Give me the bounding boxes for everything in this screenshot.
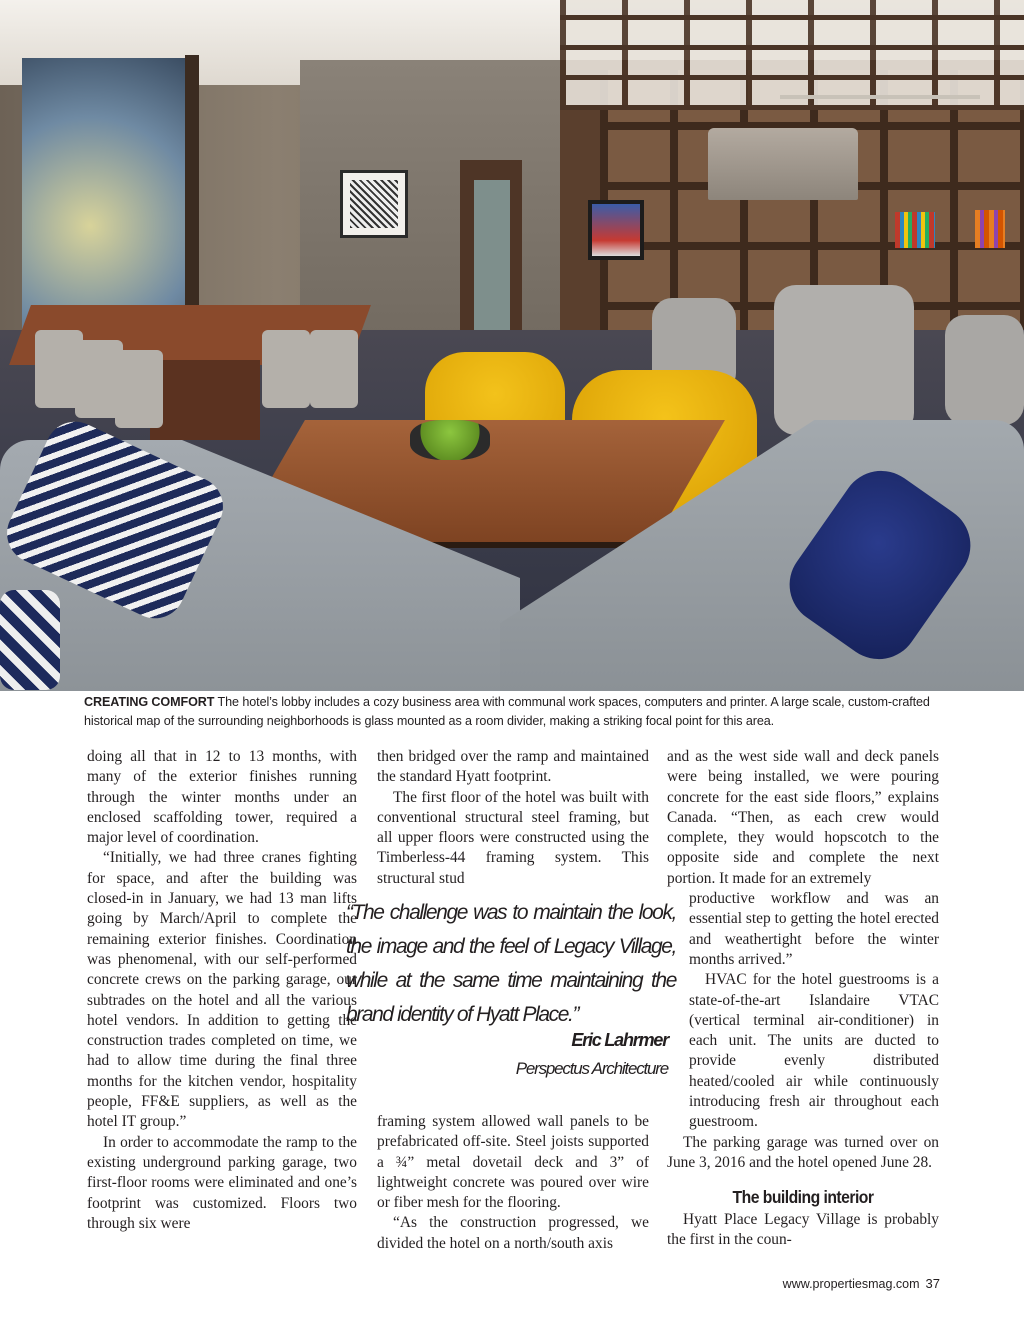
bookshelf-books-2 (975, 210, 1005, 248)
quote-attribution-name: Eric Lahrmer (571, 1030, 668, 1050)
dining-chair (262, 330, 310, 408)
section-subhead: The building interior (732, 1187, 874, 1208)
text-column-3 (667, 747, 939, 1250)
paragraph: then bridged over the ramp and maintained the standard Hyatt footprint. (377, 748, 649, 786)
pull-quote: “The challenge was to maintain the look, the image and the feel of Legacy Village, while at the same time maintaining the brand identity of Hyatt Place.” (346, 901, 676, 1026)
ceiling-grid (560, 0, 1024, 110)
paragraph: and as the west side wall and deck panels were being installed, we were pouring concrete for the east side floors,” explains Canada. “Then, as each crew would complete, they would hopscotch to the opposite side and complete the next portion. It made for an extremely (667, 748, 939, 887)
grey-armchair (945, 315, 1024, 425)
dining-chair (115, 350, 163, 428)
website-url: www.propertiesmag.com (782, 1277, 920, 1291)
communal-table-base (150, 360, 260, 440)
photo-caption (84, 693, 944, 731)
paragraph: framing system allowed wall panels to be prefabricated off-site. Steel joists supported a ¾” metal dovetail deck and 3” of lightweight concrete was poured over wire or fiber mesh for the flooring. (377, 1113, 649, 1212)
text-column-2-bottom (377, 1112, 649, 1254)
fruit-bowl (410, 420, 490, 460)
paragraph: doing all that in 12 to 13 months, with many of the exterior finishes running through the winter months under an enclosed scaffolding tower, required a major level of coordination. (87, 748, 357, 847)
bookshelf-books (895, 212, 935, 248)
text-column-2-top (377, 747, 649, 889)
paragraph: The parking garage was turned over on June 3, 2016 and the hotel opened June 28. (667, 1133, 939, 1171)
patterned-pillow (0, 590, 60, 690)
page-footer (700, 1276, 940, 1291)
paragraph-continued: productive workflow and was an essential step to getting the hotel erected and weathertight before the winter months arrived.” (689, 890, 939, 968)
grey-armchair (774, 285, 914, 435)
floor-lamp-shade (708, 128, 858, 200)
paragraph: The first floor of the hotel was built with conventional structural steel framing, but all upper floors were constructed using the Timberless-44 framing system. This structural stud (377, 788, 649, 887)
page-number: 37 (925, 1276, 940, 1291)
paragraph: In order to accommodate the ramp to the existing underground parking garage, two first-floor rooms were eliminated and one’s footprint was customized. Floors two through six were (87, 1133, 357, 1232)
text-column-1 (87, 747, 357, 1234)
paragraph: Hyatt Place Legacy Village is probably the first in the coun- (667, 1210, 939, 1248)
paragraph: “As the construction progressed, we divided the hotel on a north/south axis (377, 1214, 649, 1252)
paragraph: HVAC for the hotel guestrooms is a state-of-the-art Islandaire VTAC (vertical terminal air-conditioner) in each unit. The units are ducted to provide evenly distributed heated/cooled air while continuously introducing fresh air throughout each guestroom. (689, 971, 939, 1131)
dining-chair (310, 330, 358, 408)
lamp-arm (780, 95, 980, 99)
quote-attribution-firm: Perspectus Architecture (515, 1059, 668, 1078)
paragraph: “Initially, we had three cranes fighting for space, and after the building was closed-in in January, we had 13 man lifts going by March/April to complete the remaining exterior finishes. Coordination was phenomenal, with our self-performed concrete crews on the parking garage, our subtrades on the hotel and all the various hotel vendors. In addition to getting the construction trades completed on time, we had to allow time during the final three months for the kitchen vendor, hospitality people, FF&E suppliers, as well as the hotel IT group.” (87, 849, 357, 1131)
television-screen (592, 204, 640, 256)
caption-text: The hotel’s lobby includes a cozy business area with communal work spaces, computers and printer. A large scale, custom-crafted historical map of the surrounding neighborhoods is glass mounted as a room divider, making a striking focal point for this area. (84, 695, 930, 728)
caption-heading: CREATING COMFORT (84, 695, 215, 709)
wall-artwork-image (350, 180, 398, 228)
